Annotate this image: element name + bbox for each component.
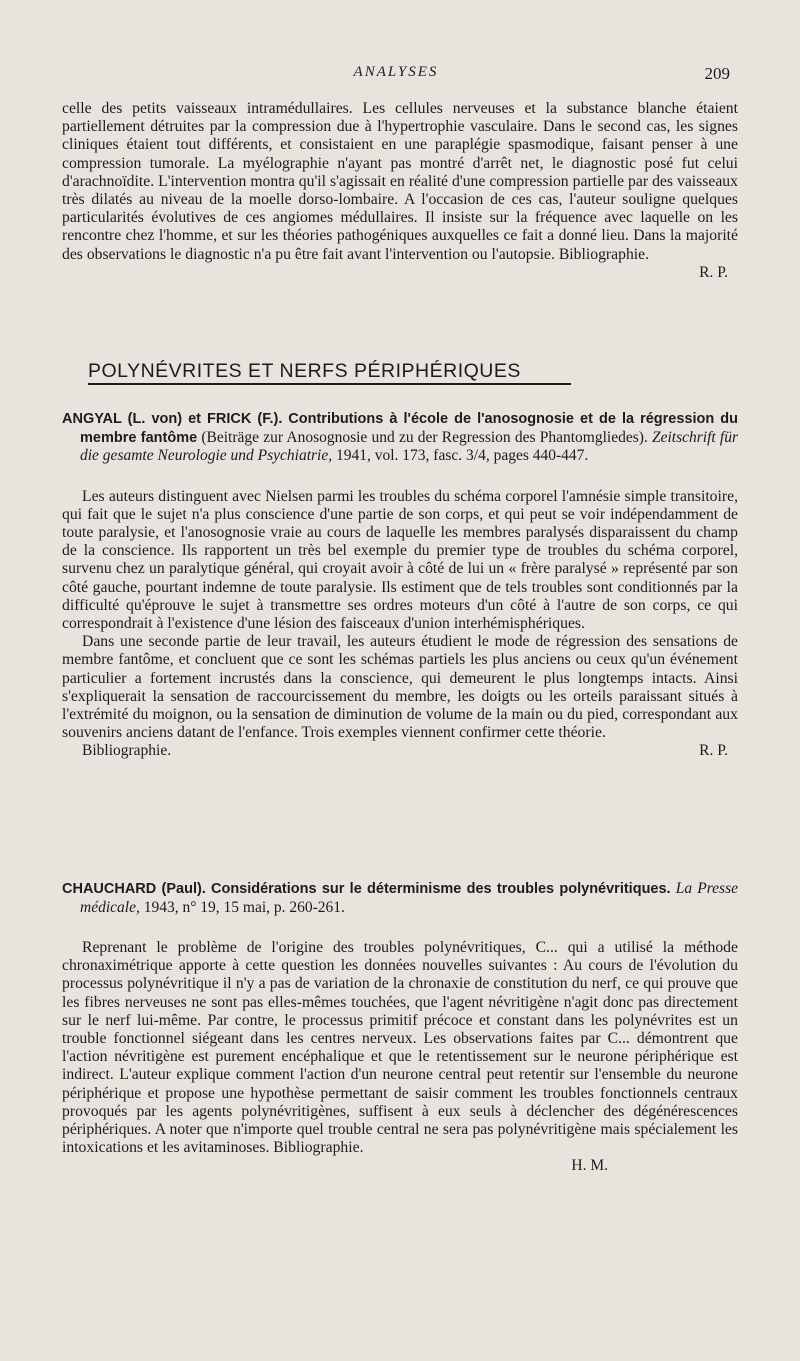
review-initials: R. P. — [699, 742, 728, 760]
review-footer — [62, 742, 738, 760]
review-paragraph: Les auteurs distinguent avec Nielsen parmi les troubles du schéma corporel l'amnésie simple transitoire, qui fait que le sujet n'a plus conscience d'une partie de son corps, et qui peut se voir indépendamment de toute paralysie, et l'anosognosie vraie au cours de laquelle les membres paralysés disparaissent du champ de la conscience. Ils rapportent un très bel exemple du premier type de troubles du schéma corporel, survenu chez un paralytique général, qui croyait avoir à côté de lui un « frère paralysé » représenté par son côté gauche, pourtant indemne de toute paralysie. Ils estiment que de tels troubles sont conditionnés par la difficulté qu'éprouve le sujet à transmettre ses ordres moteurs d'un côté à l'autre de son corps, ce qui correspondrait à l'existence d'une lésion des faisceaux d'union interhémisphériques. — [62, 487, 738, 632]
continued-review — [62, 100, 738, 282]
page-header — [62, 64, 730, 86]
review-paragraph: Dans une seconde partie de leur travail, les auteurs étudient le mode de régression des sensations de membre fantôme, et concluent que ce sont les schémas partiels les plus anciens ou ceux qu'un événement particulier a fortement incrustés dans la conscience, qui demeurent le plus longtemps intacts. Ainsi s'expliquerait la sensation de raccourcissement du membre, les doigts ou les orteils paraissant situés à l'extrémité du moignon, ou la sensation de diminution de volume de la main ou du pied, correspondant aux souvenirs anciens datant de l'enfance. Trois exemples viennent confirmer cette théorie. — [62, 633, 738, 742]
review-initials: H. M. — [571, 1157, 608, 1175]
page-number: 209 — [704, 64, 730, 83]
review-author: ANGYAL (L. von) et FRICK (F.). — [62, 411, 283, 427]
section-title: POLYNÉVRITES ET NERFS PÉRIPHÉRIQUES — [88, 360, 521, 382]
review-original-title: (Beiträge zur Anosognosie und zu der Regression des Phantomgliedes). — [201, 428, 648, 446]
review-journal: Zeitschrift für die gesamte Neurologie und Psychiatrie, — [80, 428, 738, 464]
continued-review-text: celle des petits vaisseaux intramédullaires. Les cellules nerveuses et la substance blanche étaient partiellement détruites par la compression due à l'hypertrophie vasculaire. Dans le second cas, les signes cliniques étaient tout différents, et consistaient en une paraplégie spasmodique, faisant penser à une compression tumorale. La myélographie n'ayant pas montré d'arrêt net, le diagnostic posé fut celui d'arachnoïdite. L'intervention montra qu'il s'agissait en réalité d'une compression partielle par des vaisseaux très dilatés au niveau de la moelle dorso-lombaire. A l'occasion de ces cas, l'auteur souligne quelques particularités évolutives de ces angiomes médullaires. Il insiste sur la fréquence avec laquelle on les rencontre chez l'homme, et sur les théories pathogéniques auxquelles ce fait a donné lieu. Dans la majorité des observations le diagnostic n'a pu être fait avant l'intervention ou l'autopsie. Bibliographie. — [62, 100, 738, 263]
bibliography-note: Bibliographie. — [82, 742, 172, 760]
review-chauchard — [62, 880, 738, 1175]
review-title: Contributions à l'école de l'anosognosie et de la régression du membre fantôme — [80, 411, 738, 446]
section-underline — [88, 383, 571, 385]
review-author: CHAUCHARD (Paul). — [62, 881, 206, 897]
review-paragraph: Reprenant le problème de l'origine des troubles polynévritiques, C... qui a utilisé la méthode chronaximétrique apporte à cette question les données nouvelles suivantes : Au cours de l'évolution du processus polynévritique il n'y a pas de variation de la chronaxie de constitution du nerf, ce qui prouve que les fibres nerveuses ne sont pas elles-mêmes touchées, que l'agent névritigène n'agit donc pas directement sur le nerf lui-même. Par contre, le processus primitif précoce et constant dans les polynévrites est un trouble fonctionnel siégeant dans les centres nerveux. Les observations faites par C... démontrent que l'action névritigène est purement encéphalique et que le retentissement sur le neurone périphérique est indirect. L'auteur explique comment l'action d'un neurone central peut retentir sur l'ensemble du neurone périphérique et propose une hypothèse permettant de saisir comment les troubles fonctionnels centraux provoqués par les agents polynévritigènes, suffisent à eux seuls à déclencher des dégénérescences périphériques. A noter que n'importe quel trouble central ne sera pas polynévritigène mais spécialement les intoxications et les avitaminoses. Bibliographie. — [62, 939, 738, 1157]
review-citation-details: 1943, n° 19, 15 mai, p. 260-261. — [143, 898, 345, 916]
review-journal: La Presse médicale, — [80, 880, 738, 916]
review-title: Considérations sur le déterminisme des troubles polynévritiques. — [210, 881, 671, 897]
review-angyal-frick — [62, 410, 738, 760]
review-initials: R. P. — [699, 263, 728, 281]
review-citation-details: 1941, vol. 173, fasc. 3/4, pages 440-447. — [336, 447, 589, 464]
review-reference — [62, 880, 738, 917]
review-reference — [62, 410, 738, 466]
running-head: ANALYSES — [353, 64, 439, 80]
